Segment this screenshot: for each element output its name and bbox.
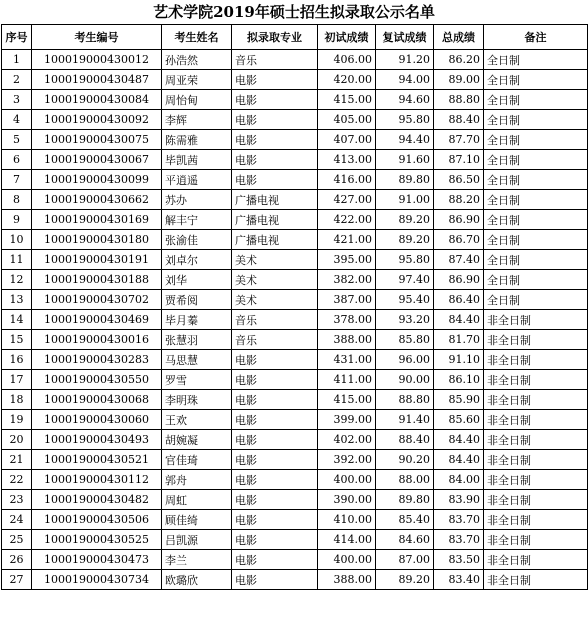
table-row bbox=[2, 310, 588, 330]
cell-prelim-score: 421.00 bbox=[318, 230, 376, 250]
cell-total-score: 86.10 bbox=[434, 370, 484, 390]
cell-prelim-score: 415.00 bbox=[318, 390, 376, 410]
cell-retest-score: 91.00 bbox=[376, 190, 434, 210]
cell-index: 22 bbox=[2, 470, 32, 490]
cell-major: 电影 bbox=[232, 70, 318, 90]
cell-retest-score: 90.00 bbox=[376, 370, 434, 390]
cell-remark: 非全日制 bbox=[484, 470, 588, 490]
cell-total-score: 83.70 bbox=[434, 530, 484, 550]
cell-candidate-id: 100019000430016 bbox=[32, 330, 162, 350]
cell-major: 电影 bbox=[232, 370, 318, 390]
cell-major: 电影 bbox=[232, 470, 318, 490]
cell-candidate-name: 孙浩然 bbox=[162, 50, 232, 70]
cell-major: 电影 bbox=[232, 170, 318, 190]
cell-prelim-score: 382.00 bbox=[318, 270, 376, 290]
table-row bbox=[2, 130, 588, 150]
cell-remark: 全日制 bbox=[484, 110, 588, 130]
cell-index: 21 bbox=[2, 450, 32, 470]
cell-major: 音乐 bbox=[232, 50, 318, 70]
table-row bbox=[2, 390, 588, 410]
cell-candidate-id: 100019000430191 bbox=[32, 250, 162, 270]
cell-prelim-score: 427.00 bbox=[318, 190, 376, 210]
cell-prelim-score: 405.00 bbox=[318, 110, 376, 130]
cell-remark: 非全日制 bbox=[484, 550, 588, 570]
cell-prelim-score: 399.00 bbox=[318, 410, 376, 430]
table-row bbox=[2, 490, 588, 510]
cell-major: 电影 bbox=[232, 130, 318, 150]
cell-candidate-name: 周虹 bbox=[162, 490, 232, 510]
cell-total-score: 81.70 bbox=[434, 330, 484, 350]
cell-remark: 全日制 bbox=[484, 90, 588, 110]
table-row bbox=[2, 190, 588, 210]
cell-remark: 非全日制 bbox=[484, 370, 588, 390]
cell-major: 广播电视 bbox=[232, 190, 318, 210]
cell-index: 10 bbox=[2, 230, 32, 250]
cell-remark: 非全日制 bbox=[484, 570, 588, 590]
cell-major: 电影 bbox=[232, 450, 318, 470]
cell-total-score: 88.20 bbox=[434, 190, 484, 210]
cell-remark: 非全日制 bbox=[484, 490, 588, 510]
cell-candidate-id: 100019000430487 bbox=[32, 70, 162, 90]
table-row bbox=[2, 170, 588, 190]
cell-major: 广播电视 bbox=[232, 230, 318, 250]
header-total-score: 总成绩 bbox=[434, 25, 484, 50]
cell-candidate-id: 100019000430068 bbox=[32, 390, 162, 410]
cell-prelim-score: 411.00 bbox=[318, 370, 376, 390]
cell-remark: 全日制 bbox=[484, 130, 588, 150]
cell-index: 3 bbox=[2, 90, 32, 110]
cell-total-score: 86.40 bbox=[434, 290, 484, 310]
header-candidate-id: 考生编号 bbox=[32, 25, 162, 50]
cell-candidate-name: 郭舟 bbox=[162, 470, 232, 490]
cell-index: 23 bbox=[2, 490, 32, 510]
cell-candidate-name: 李辉 bbox=[162, 110, 232, 130]
table-row bbox=[2, 110, 588, 130]
cell-index: 18 bbox=[2, 390, 32, 410]
cell-candidate-name: 平逍遥 bbox=[162, 170, 232, 190]
cell-candidate-name: 解丰宁 bbox=[162, 210, 232, 230]
cell-retest-score: 85.80 bbox=[376, 330, 434, 350]
cell-candidate-name: 周亚荣 bbox=[162, 70, 232, 90]
cell-index: 24 bbox=[2, 510, 32, 530]
cell-candidate-name: 张慧羽 bbox=[162, 330, 232, 350]
cell-candidate-name: 苏办 bbox=[162, 190, 232, 210]
table-row bbox=[2, 530, 588, 550]
cell-major: 电影 bbox=[232, 390, 318, 410]
cell-total-score: 84.40 bbox=[434, 430, 484, 450]
cell-total-score: 83.70 bbox=[434, 510, 484, 530]
cell-candidate-name: 毕凯茜 bbox=[162, 150, 232, 170]
cell-total-score: 87.70 bbox=[434, 130, 484, 150]
cell-major: 美术 bbox=[232, 290, 318, 310]
cell-retest-score: 88.80 bbox=[376, 390, 434, 410]
cell-retest-score: 87.00 bbox=[376, 550, 434, 570]
cell-remark: 非全日制 bbox=[484, 410, 588, 430]
cell-prelim-score: 406.00 bbox=[318, 50, 376, 70]
cell-total-score: 85.60 bbox=[434, 410, 484, 430]
table-row bbox=[2, 230, 588, 250]
cell-remark: 全日制 bbox=[484, 290, 588, 310]
cell-index: 2 bbox=[2, 70, 32, 90]
cell-index: 25 bbox=[2, 530, 32, 550]
cell-candidate-id: 100019000430525 bbox=[32, 530, 162, 550]
cell-major: 电影 bbox=[232, 430, 318, 450]
table-row bbox=[2, 210, 588, 230]
cell-candidate-id: 100019000430180 bbox=[32, 230, 162, 250]
cell-retest-score: 85.40 bbox=[376, 510, 434, 530]
cell-index: 7 bbox=[2, 170, 32, 190]
cell-major: 电影 bbox=[232, 550, 318, 570]
cell-index: 27 bbox=[2, 570, 32, 590]
cell-remark: 全日制 bbox=[484, 210, 588, 230]
cell-candidate-id: 100019000430473 bbox=[32, 550, 162, 570]
cell-remark: 全日制 bbox=[484, 270, 588, 290]
cell-prelim-score: 422.00 bbox=[318, 210, 376, 230]
cell-retest-score: 88.00 bbox=[376, 470, 434, 490]
cell-prelim-score: 416.00 bbox=[318, 170, 376, 190]
cell-index: 9 bbox=[2, 210, 32, 230]
cell-total-score: 84.40 bbox=[434, 310, 484, 330]
cell-candidate-name: 张渝佳 bbox=[162, 230, 232, 250]
cell-remark: 非全日制 bbox=[484, 430, 588, 450]
header-prelim-score: 初试成绩 bbox=[318, 25, 376, 50]
cell-candidate-id: 100019000430493 bbox=[32, 430, 162, 450]
cell-retest-score: 91.20 bbox=[376, 50, 434, 70]
cell-retest-score: 89.20 bbox=[376, 230, 434, 250]
cell-candidate-id: 100019000430012 bbox=[32, 50, 162, 70]
cell-prelim-score: 420.00 bbox=[318, 70, 376, 90]
cell-major: 电影 bbox=[232, 490, 318, 510]
cell-remark: 全日制 bbox=[484, 70, 588, 90]
cell-prelim-score: 387.00 bbox=[318, 290, 376, 310]
cell-retest-score: 89.80 bbox=[376, 490, 434, 510]
cell-remark: 全日制 bbox=[484, 190, 588, 210]
header-major: 拟录取专业 bbox=[232, 25, 318, 50]
cell-candidate-name: 官佳琦 bbox=[162, 450, 232, 470]
table-row bbox=[2, 330, 588, 350]
cell-candidate-name: 胡婉凝 bbox=[162, 430, 232, 450]
cell-candidate-id: 100019000430506 bbox=[32, 510, 162, 530]
cell-candidate-id: 100019000430060 bbox=[32, 410, 162, 430]
cell-total-score: 86.70 bbox=[434, 230, 484, 250]
table-row bbox=[2, 410, 588, 430]
cell-candidate-id: 100019000430482 bbox=[32, 490, 162, 510]
table-row bbox=[2, 510, 588, 530]
cell-candidate-name: 王欢 bbox=[162, 410, 232, 430]
cell-index: 15 bbox=[2, 330, 32, 350]
table-row bbox=[2, 70, 588, 90]
cell-retest-score: 94.60 bbox=[376, 90, 434, 110]
cell-total-score: 88.40 bbox=[434, 110, 484, 130]
cell-candidate-name: 贾希阅 bbox=[162, 290, 232, 310]
table-body bbox=[2, 50, 588, 590]
cell-remark: 全日制 bbox=[484, 230, 588, 250]
cell-retest-score: 95.40 bbox=[376, 290, 434, 310]
cell-prelim-score: 400.00 bbox=[318, 550, 376, 570]
cell-index: 6 bbox=[2, 150, 32, 170]
cell-major: 美术 bbox=[232, 270, 318, 290]
cell-total-score: 84.40 bbox=[434, 450, 484, 470]
table-row bbox=[2, 430, 588, 450]
cell-prelim-score: 388.00 bbox=[318, 330, 376, 350]
cell-remark: 非全日制 bbox=[484, 530, 588, 550]
cell-index: 16 bbox=[2, 350, 32, 370]
table-header-row bbox=[2, 25, 588, 50]
cell-major: 电影 bbox=[232, 90, 318, 110]
cell-candidate-name: 吕凯源 bbox=[162, 530, 232, 550]
cell-remark: 非全日制 bbox=[484, 390, 588, 410]
cell-total-score: 83.50 bbox=[434, 550, 484, 570]
cell-prelim-score: 410.00 bbox=[318, 510, 376, 530]
cell-candidate-id: 100019000430067 bbox=[32, 150, 162, 170]
cell-candidate-id: 100019000430169 bbox=[32, 210, 162, 230]
cell-candidate-name: 陈需雅 bbox=[162, 130, 232, 150]
cell-candidate-id: 100019000430550 bbox=[32, 370, 162, 390]
table-row bbox=[2, 550, 588, 570]
cell-candidate-id: 100019000430092 bbox=[32, 110, 162, 130]
cell-major: 美术 bbox=[232, 250, 318, 270]
table-row bbox=[2, 290, 588, 310]
cell-retest-score: 96.00 bbox=[376, 350, 434, 370]
cell-total-score: 89.00 bbox=[434, 70, 484, 90]
cell-remark: 全日制 bbox=[484, 250, 588, 270]
cell-prelim-score: 400.00 bbox=[318, 470, 376, 490]
cell-index: 19 bbox=[2, 410, 32, 430]
cell-prelim-score: 413.00 bbox=[318, 150, 376, 170]
cell-candidate-id: 100019000430469 bbox=[32, 310, 162, 330]
cell-candidate-name: 毕月蓁 bbox=[162, 310, 232, 330]
cell-candidate-name: 刘华 bbox=[162, 270, 232, 290]
cell-candidate-name: 李明珠 bbox=[162, 390, 232, 410]
cell-index: 26 bbox=[2, 550, 32, 570]
cell-major: 电影 bbox=[232, 570, 318, 590]
cell-remark: 非全日制 bbox=[484, 450, 588, 470]
cell-remark: 全日制 bbox=[484, 50, 588, 70]
cell-candidate-id: 100019000430075 bbox=[32, 130, 162, 150]
cell-candidate-name: 李兰 bbox=[162, 550, 232, 570]
table-row bbox=[2, 350, 588, 370]
cell-retest-score: 95.80 bbox=[376, 250, 434, 270]
cell-prelim-score: 395.00 bbox=[318, 250, 376, 270]
cell-candidate-id: 100019000430662 bbox=[32, 190, 162, 210]
cell-retest-score: 94.00 bbox=[376, 70, 434, 90]
cell-candidate-id: 100019000430702 bbox=[32, 290, 162, 310]
cell-prelim-score: 390.00 bbox=[318, 490, 376, 510]
cell-prelim-score: 431.00 bbox=[318, 350, 376, 370]
cell-index: 5 bbox=[2, 130, 32, 150]
cell-index: 11 bbox=[2, 250, 32, 270]
cell-candidate-name: 欧璐欣 bbox=[162, 570, 232, 590]
cell-retest-score: 88.40 bbox=[376, 430, 434, 450]
cell-remark: 非全日制 bbox=[484, 330, 588, 350]
cell-remark: 全日制 bbox=[484, 170, 588, 190]
cell-major: 电影 bbox=[232, 150, 318, 170]
cell-total-score: 83.40 bbox=[434, 570, 484, 590]
cell-total-score: 86.90 bbox=[434, 210, 484, 230]
cell-major: 电影 bbox=[232, 350, 318, 370]
cell-retest-score: 91.60 bbox=[376, 150, 434, 170]
cell-prelim-score: 402.00 bbox=[318, 430, 376, 450]
cell-prelim-score: 415.00 bbox=[318, 90, 376, 110]
cell-candidate-id: 100019000430084 bbox=[32, 90, 162, 110]
cell-index: 17 bbox=[2, 370, 32, 390]
table-row bbox=[2, 570, 588, 590]
cell-total-score: 86.20 bbox=[434, 50, 484, 70]
cell-candidate-name: 罗雪 bbox=[162, 370, 232, 390]
cell-retest-score: 89.20 bbox=[376, 210, 434, 230]
cell-index: 13 bbox=[2, 290, 32, 310]
cell-major: 广播电视 bbox=[232, 210, 318, 230]
cell-prelim-score: 414.00 bbox=[318, 530, 376, 550]
table-row bbox=[2, 370, 588, 390]
table-row bbox=[2, 50, 588, 70]
cell-retest-score: 93.20 bbox=[376, 310, 434, 330]
cell-retest-score: 95.80 bbox=[376, 110, 434, 130]
cell-total-score: 84.00 bbox=[434, 470, 484, 490]
cell-candidate-name: 刘卓尔 bbox=[162, 250, 232, 270]
cell-candidate-id: 100019000430112 bbox=[32, 470, 162, 490]
table-row bbox=[2, 150, 588, 170]
header-index: 序号 bbox=[2, 25, 32, 50]
cell-retest-score: 89.20 bbox=[376, 570, 434, 590]
cell-retest-score: 84.60 bbox=[376, 530, 434, 550]
cell-index: 4 bbox=[2, 110, 32, 130]
cell-index: 1 bbox=[2, 50, 32, 70]
cell-major: 电影 bbox=[232, 530, 318, 550]
cell-remark: 非全日制 bbox=[484, 350, 588, 370]
cell-candidate-id: 100019000430099 bbox=[32, 170, 162, 190]
header-remark: 备注 bbox=[484, 25, 588, 50]
cell-major: 音乐 bbox=[232, 310, 318, 330]
cell-candidate-id: 100019000430734 bbox=[32, 570, 162, 590]
cell-retest-score: 90.20 bbox=[376, 450, 434, 470]
table-row bbox=[2, 90, 588, 110]
cell-total-score: 87.40 bbox=[434, 250, 484, 270]
cell-index: 12 bbox=[2, 270, 32, 290]
table-row bbox=[2, 250, 588, 270]
cell-major: 音乐 bbox=[232, 330, 318, 350]
cell-total-score: 83.90 bbox=[434, 490, 484, 510]
cell-remark: 非全日制 bbox=[484, 310, 588, 330]
cell-total-score: 88.80 bbox=[434, 90, 484, 110]
cell-remark: 非全日制 bbox=[484, 510, 588, 530]
cell-prelim-score: 392.00 bbox=[318, 450, 376, 470]
cell-remark: 全日制 bbox=[484, 150, 588, 170]
cell-total-score: 86.90 bbox=[434, 270, 484, 290]
cell-prelim-score: 388.00 bbox=[318, 570, 376, 590]
cell-candidate-id: 100019000430283 bbox=[32, 350, 162, 370]
cell-major: 电影 bbox=[232, 410, 318, 430]
cell-retest-score: 91.40 bbox=[376, 410, 434, 430]
cell-candidate-name: 马思慧 bbox=[162, 350, 232, 370]
table-row bbox=[2, 470, 588, 490]
header-candidate-name: 考生姓名 bbox=[162, 25, 232, 50]
admission-table bbox=[1, 24, 588, 590]
cell-retest-score: 97.40 bbox=[376, 270, 434, 290]
table-row bbox=[2, 270, 588, 290]
cell-total-score: 85.90 bbox=[434, 390, 484, 410]
cell-major: 电影 bbox=[232, 110, 318, 130]
table-row bbox=[2, 450, 588, 470]
cell-candidate-id: 100019000430521 bbox=[32, 450, 162, 470]
cell-total-score: 91.10 bbox=[434, 350, 484, 370]
cell-total-score: 86.50 bbox=[434, 170, 484, 190]
cell-candidate-name: 周怡甸 bbox=[162, 90, 232, 110]
cell-total-score: 87.10 bbox=[434, 150, 484, 170]
cell-index: 14 bbox=[2, 310, 32, 330]
cell-retest-score: 94.40 bbox=[376, 130, 434, 150]
cell-prelim-score: 378.00 bbox=[318, 310, 376, 330]
header-retest-score: 复试成绩 bbox=[376, 25, 434, 50]
cell-candidate-id: 100019000430188 bbox=[32, 270, 162, 290]
cell-prelim-score: 407.00 bbox=[318, 130, 376, 150]
cell-index: 8 bbox=[2, 190, 32, 210]
cell-candidate-name: 顾佳绮 bbox=[162, 510, 232, 530]
document-title: 艺术学院2019年硕士招生拟录取公示名单 bbox=[153, 3, 435, 21]
cell-retest-score: 89.80 bbox=[376, 170, 434, 190]
cell-major: 电影 bbox=[232, 510, 318, 530]
cell-index: 20 bbox=[2, 430, 32, 450]
